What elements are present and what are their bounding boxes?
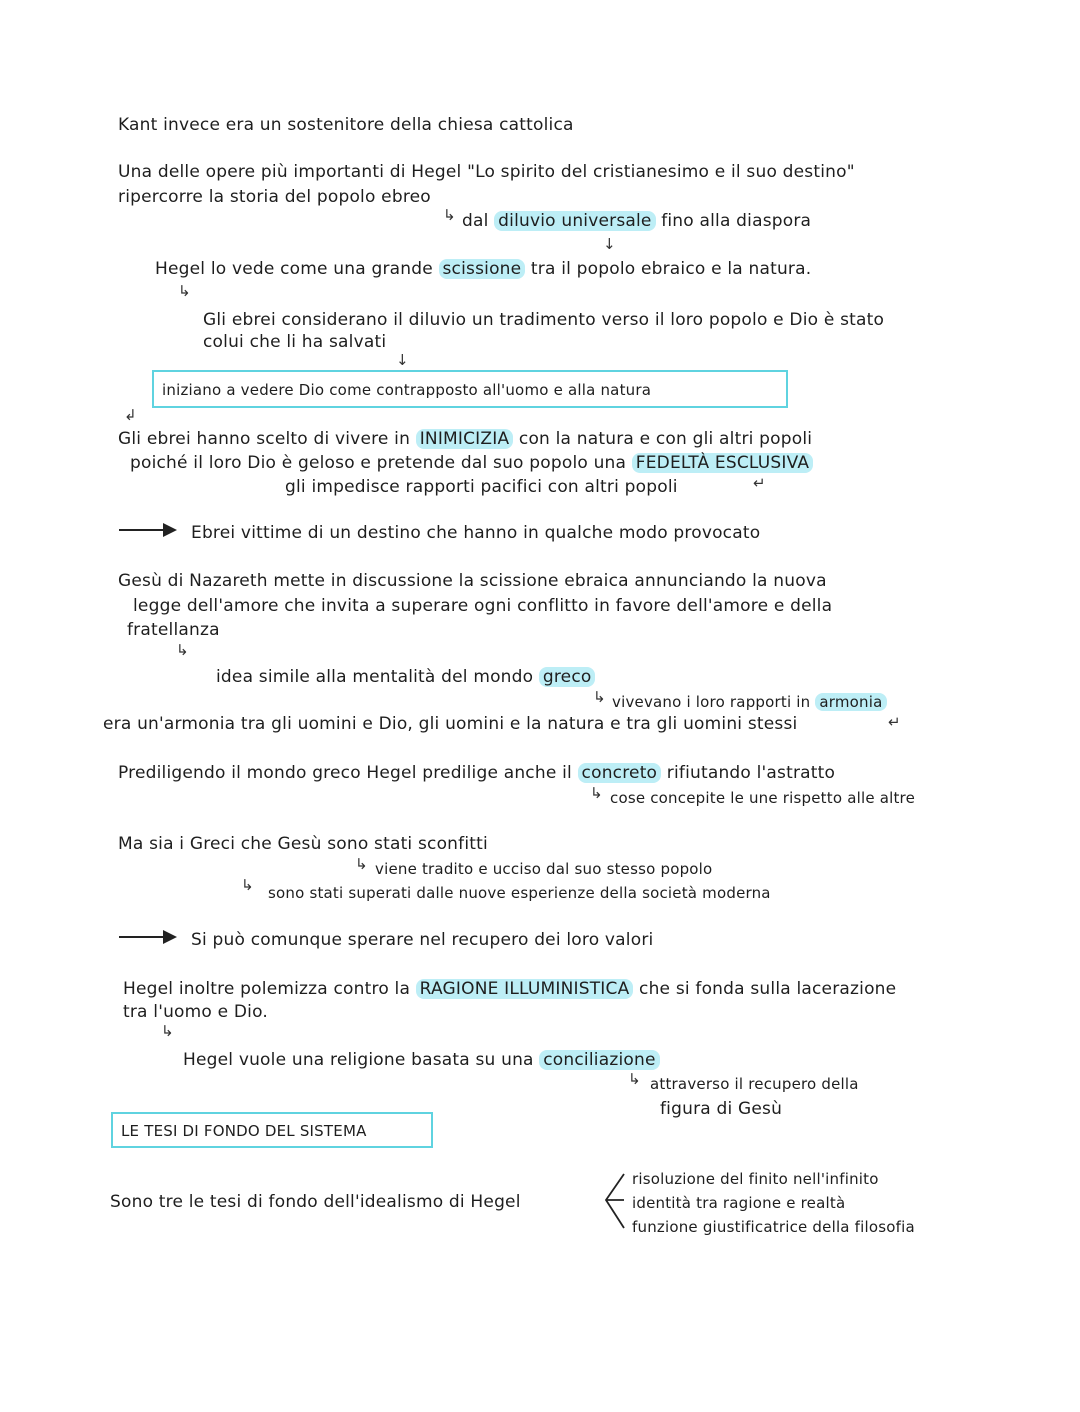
text-line: tra l'uomo e Dio. [123,1002,268,1022]
hook-arrow-icon: ↳ [590,784,603,802]
text-line: figura di Gesù [660,1099,783,1119]
text-span: dal [462,211,489,231]
hook-arrow-icon: ↳ [355,855,368,873]
text-line: Ma sia i Greci che Gesù sono stati sconfitti [118,834,488,854]
book-title: "Lo spirito del cristianesimo e il suo destino" [467,162,855,182]
highlight: FEDELTÀ ESCLUSIVA [632,453,813,473]
text-line: era un'armonia tra gli uomini e Dio, gli uomini e la natura e tra gli uomini stessi [103,714,798,734]
text-span: Gli ebrei hanno scelto di vivere in [118,429,411,449]
hook-arrow-icon: ↳ [176,641,189,659]
boxed-text: iniziano a vedere Dio come contrapposto all'uomo e alla natura [162,381,652,399]
text-line: fratellanza [127,620,220,640]
text-line: Sono tre le tesi di fondo dell'idealismo di Hegel [110,1192,521,1212]
text-line [123,978,896,1000]
text-span: tra il popolo ebraico e la natura. [530,259,812,279]
text-line [612,691,887,713]
return-arrow-icon: ↵ [753,474,766,492]
text-line: Kant invece era un sostenitore della chiesa cattolica [118,115,574,135]
text-span: che si fonda sulla lacerazione [639,979,897,999]
hook-arrow-icon: ↳ [593,688,606,706]
hook-arrow-icon: ↳ [178,282,191,300]
text-span: Prediligendo il mondo greco Hegel predilige anche il [118,763,572,783]
return-arrow-icon: ↵ [888,713,901,731]
down-arrow-icon: ↓ [396,351,409,369]
highlight: conciliazione [539,1050,659,1070]
highlight: RAGIONE ILLUMINISTICA [416,979,634,999]
down-arrow-icon: ↓ [603,235,616,253]
text-span: Hegel vuole una religione basata su una [183,1050,534,1070]
text-span: vivevano i loro rapporti in [612,693,811,711]
text-line [118,428,812,450]
text-line: ripercorre la storia del popolo ebreo [118,187,431,207]
hook-arrow-icon: ↳ [443,206,456,224]
hook-arrow-icon: ↳ [241,876,254,894]
text-span: Hegel inoltre polemizza contro la [123,979,411,999]
text-line [183,1049,660,1071]
text-span: rifiutando l'astratto [666,763,836,783]
text-span: idea simile alla mentalità del mondo [216,667,534,687]
text-line [216,666,595,688]
thesis-item: risoluzione del finito nell'infinito [632,1170,879,1188]
text-line: colui che li ha salvati [203,332,387,352]
text-line: viene tradito e ucciso dal suo stesso popolo [375,860,713,878]
text-span: con la natura e con gli altri popoli [518,429,813,449]
text-line: Ebrei vittime di un destino che hanno in qualche modo provocato [191,523,761,543]
highlight: diluvio universale [494,211,655,231]
text-line [462,210,811,232]
text-line: sono stati superati dalle nuove esperienze della società moderna [268,884,771,902]
highlight: armonia [815,693,886,711]
text-span: fino alla diaspora [661,211,812,231]
text-span: Una delle opere più importanti di Hegel [118,162,468,182]
boxed-note [152,370,788,408]
text-line: Gesù di Nazareth mette in discussione la scissione ebraica annunciando la nuova [118,571,827,591]
thesis-item: identità tra ragione e realtà [632,1194,846,1212]
text-line: Si può comunque sperare nel recupero dei loro valori [191,930,654,950]
text-line [118,161,855,183]
text-line [118,762,835,784]
hook-arrow-icon: ↳ [628,1070,641,1088]
text-line: Gli ebrei considerano il diluvio un tradimento verso il loro popolo e Dio è stato [203,310,885,330]
highlight: greco [539,667,596,687]
hook-arrow-icon: ↲ [124,406,137,424]
text-span: Hegel lo vede come una grande [155,259,433,279]
highlight: concreto [578,763,662,783]
highlight: scissione [439,259,526,279]
text-line: legge dell'amore che invita a superare ogni conflitto in favore dell'amore e della [133,596,833,616]
text-line: cose concepite le une rispetto alle altre [610,789,916,807]
right-arrow-icon [117,927,179,947]
text-line [155,258,811,280]
branch-bracket-icon [600,1170,628,1232]
section-heading-box [111,1112,433,1148]
text-span: poiché il loro Dio è geloso e pretende dal suo popolo una [130,453,627,473]
right-arrow-icon [117,520,179,540]
section-heading: LE TESI DI FONDO DEL SISTEMA [121,1122,367,1140]
text-line: gli impedisce rapporti pacifici con altri popoli [285,477,678,497]
hook-arrow-icon: ↳ [161,1022,174,1040]
text-line [130,452,813,474]
thesis-item: funzione giustificatrice della filosofia [632,1218,915,1236]
highlight: INIMICIZIA [416,429,514,449]
text-line: attraverso il recupero della [650,1075,859,1093]
